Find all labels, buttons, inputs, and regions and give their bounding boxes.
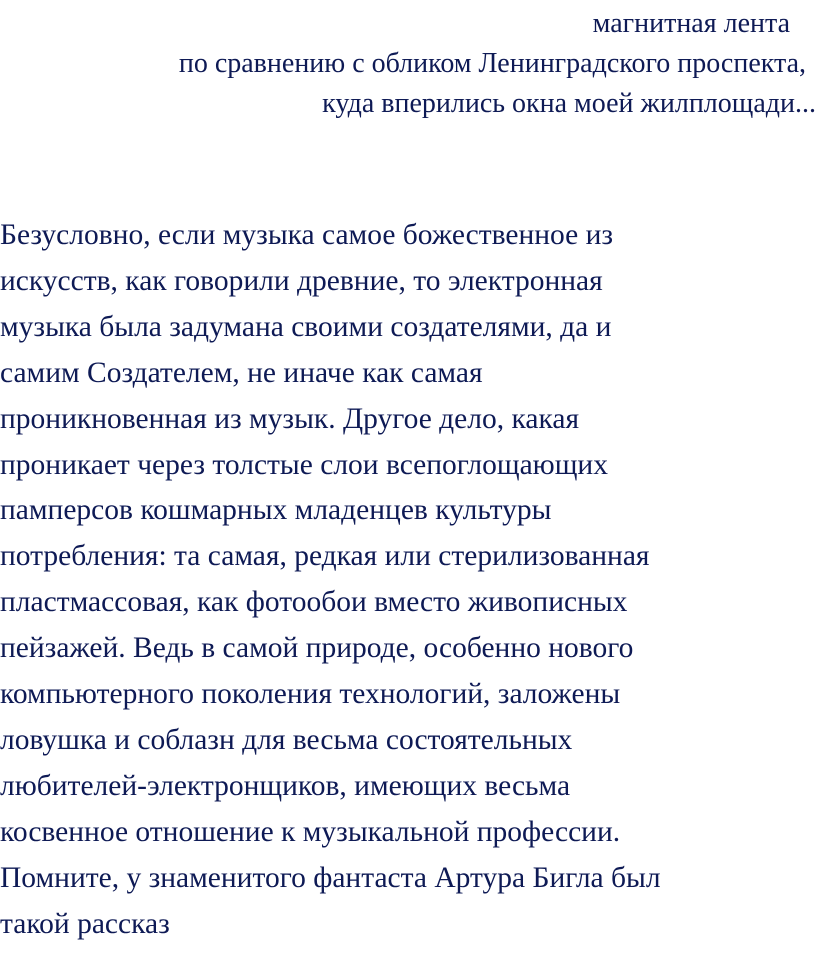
epigraph-line: магнитная лента bbox=[592, 8, 790, 39]
paragraph-line: любителей-электронщиков, имеющих весьма bbox=[0, 769, 571, 802]
epigraph-line: куда вперились окна моей жилплощади... bbox=[322, 88, 816, 119]
body-paragraph bbox=[0, 213, 810, 948]
paragraph-line: косвенное отношение к музыкальной профессии. bbox=[0, 815, 621, 848]
paragraph-line: памперсов кошмарных младенцев культуры bbox=[0, 494, 552, 527]
paragraph-line: Помните, у знаменитого фантаста Артура Бигла был bbox=[0, 861, 661, 894]
paragraph-line: искусств, как говорили древние, то электронная bbox=[0, 264, 603, 297]
paragraph-line: проникает через толстые слои всепоглощающих bbox=[0, 448, 608, 481]
paragraph-line: компьютерного поколения технологий, заложены bbox=[0, 678, 621, 711]
paragraph-line: пейзажей. Ведь в самой природе, особенно нового bbox=[0, 632, 634, 665]
paragraph-line: пластмассовая, как фотообои вместо живописных bbox=[0, 586, 628, 619]
paragraph-line: такой рассказ bbox=[0, 907, 170, 940]
paragraph-line: самим Создателем, не иначе как самая bbox=[0, 356, 483, 389]
paragraph-line: Безусловно, если музыка самое божественное из bbox=[0, 219, 614, 251]
epigraph bbox=[0, 4, 816, 124]
paragraph-line: проникновенная из музык. Другое дело, какая bbox=[0, 402, 580, 435]
paragraph-line: ловушка и соблазн для весьма состоятельных bbox=[0, 723, 573, 756]
paragraph-line: потребления: та самая, редкая или стерилизованная bbox=[0, 540, 650, 573]
epigraph-line: по сравнению с обликом Ленинградского проспекта, bbox=[178, 48, 806, 79]
paragraph-line: музыка была задумана своими создателями, да и bbox=[0, 310, 612, 343]
